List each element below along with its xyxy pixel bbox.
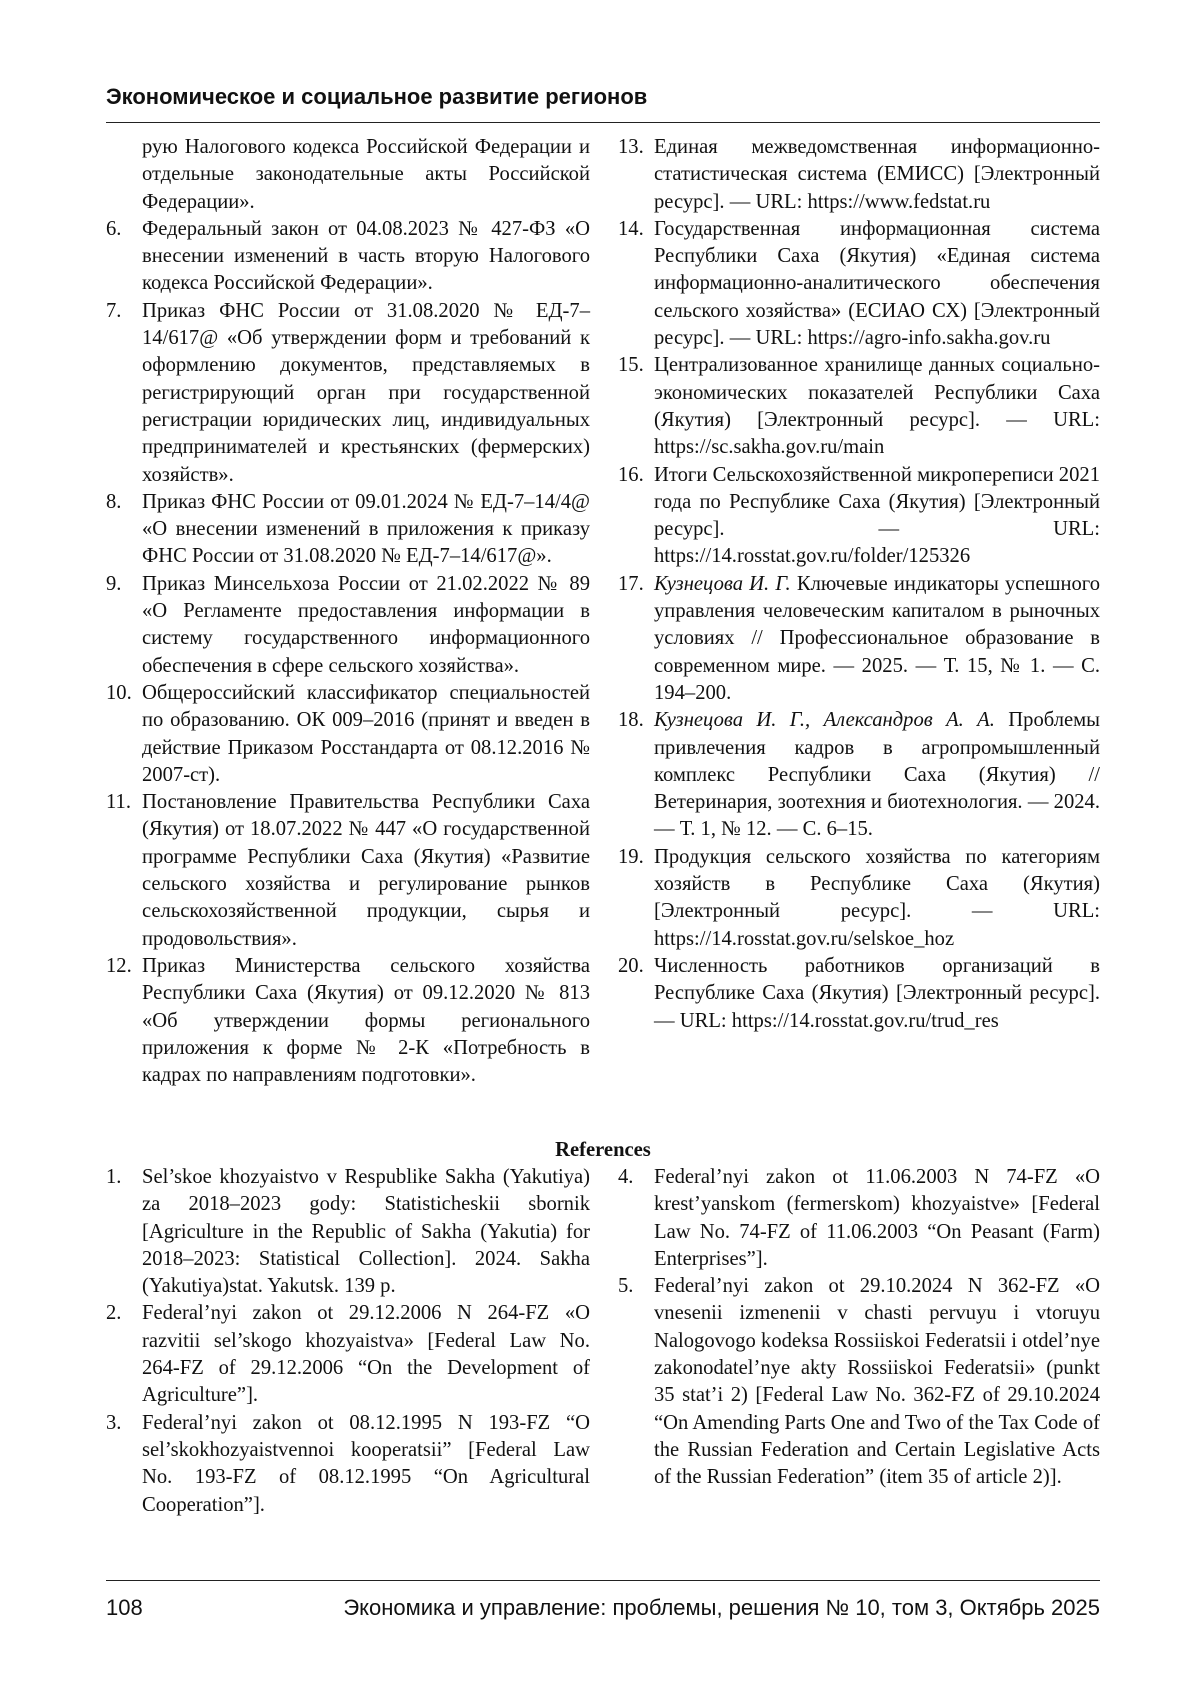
continued-reference: рую Налогового кодекса Российской Федерации и отдельные законодательные акты Российской Федерации». [142, 136, 590, 213]
reference-item [106, 1410, 590, 1519]
reference-item [618, 571, 1100, 707]
page-footer [106, 1580, 1100, 1631]
reference-item [106, 953, 590, 1089]
reference-item [618, 1273, 1100, 1491]
reference-number: 17. [618, 572, 644, 595]
references-left-column [106, 1164, 590, 1519]
references-right-column [618, 1164, 1100, 1492]
reference-text: Приказ ФНС России от 31.08.2020 № ЕД-7–14/617@ «Об утверждении форм и требований к оформлению документов, представляемых в регистрирующий орган при государственной регистрации юридических лиц, индивидуальных предпринимателей и крестьянских (фермерских) хозяйств». [142, 299, 590, 486]
reference-item [618, 134, 1100, 216]
reference-item [618, 462, 1100, 571]
reference-item [106, 489, 590, 571]
reference-item [618, 216, 1100, 352]
reference-item [618, 953, 1100, 1035]
reference-number: 3. [106, 1411, 122, 1434]
reference-number: 6. [106, 217, 122, 240]
reference-text: Приказ Министерства сельского хозяйства Республики Саха (Якутия) от 09.12.2020 № 813 «Об утверждении формы регионального приложения к форме № 2-К «Потребность в кадрах по направлениям подготовки». [142, 954, 590, 1087]
reference-text: Federal’nyi zakon ot 29.10.2024 N 362-FZ «O vnesenii izmenenii v chasti pervuyu i vtoruyu Nalogovogo kodeksa Rossiiskoi Federatsii i otdel’nye zakonodatel’nye akty Rossiiskoi Federatsii» (punkt 35 stat’i 2) [Federal Law No. 362-FZ of 29.10.2024 “On Amending Parts One and Two of the Tax Code of the Russian Federation and Certain Legislative Acts of the Russian Federation” (item 35 of article 2)]. [654, 1275, 1100, 1489]
reference-number: 18. [618, 709, 644, 732]
reference-number: 2. [106, 1302, 122, 1325]
running-header [106, 82, 1100, 123]
reference-text: Проблемы привлечения кадров в агропромышленный комплекс Республики Саха (Якутия) // Ветеринария, зоотехния и биотехнология. — 2024. — Т. 1, № 12. — С. 6–15. [654, 709, 1100, 841]
journal-title: Экономика и управление: проблемы, решения № 10, том 3, Октябрь 2025 [343, 1595, 1100, 1620]
reference-number: 11. [106, 791, 131, 814]
reference-number: 19. [618, 845, 644, 868]
reference-number: 8. [106, 490, 122, 513]
reference-number: 4. [618, 1166, 634, 1188]
reference-text: Sel’skoe khozyaistvo v Respublike Sakha (Yakutiya) za 2018–2023 gody: Statisticheskii sbornik [Agriculture in the Republic of Sakha (Yakutia) for 2018–2023: Statistical Collection]. 2024. Sakha (Yakutiya)stat. Yakutsk. 139 p. [142, 1166, 590, 1298]
reference-text: Федеральный закон от 04.08.2023 № 427-ФЗ «О внесении изменений в часть вторую Налогового кодекса Российской Федерации». [142, 217, 590, 295]
reference-item [618, 352, 1100, 461]
right-column [618, 134, 1100, 1035]
reference-number: 9. [106, 572, 122, 595]
reference-number: 16. [618, 463, 644, 486]
reference-item [106, 1300, 590, 1409]
reference-number: 14. [618, 217, 644, 240]
reference-text: Federal’nyi zakon ot 11.06.2003 N 74-FZ «O krest’yanskom (fermerskom) khozyaistve» [Federal Law No. 74-FZ of 11.06.2003 “On Peasant (Farm) Enterprises”]. [654, 1166, 1100, 1270]
left-column [106, 134, 590, 1089]
reference-item [106, 216, 590, 298]
reference-text: Постановление Правительства Республики Саха (Якутия) от 18.07.2022 № 447 «О государственной программе Республики Саха (Якутия) «Развитие сельского хозяйства и регулирование рынков сельскохозяйственной продукции, сырья и продовольствия». [142, 791, 590, 950]
references-heading: References [555, 1139, 651, 1161]
reference-number: 13. [618, 136, 644, 158]
reference-text: Численность работников организаций в Республике Саха (Якутия) [Электронный ресурс]. — URL: https://14.rosstat.gov.ru/trud_res [654, 954, 1100, 1032]
reference-text: Federal’nyi zakon ot 29.12.2006 N 264-FZ «O razvitii sel’skogo khozyaistva» [Federal Law No. 264-FZ of 29.12.2006 “On the Development of Agriculture”]. [142, 1302, 590, 1407]
reference-text: Централизованное хранилище данных социально-экономических показателей Республики Саха (Якутия) [Электронный ресурс]. — URL: https://sc.sakha.gov.ru/main [654, 354, 1100, 459]
reference-item [618, 1164, 1100, 1273]
page-number: 108 [106, 1595, 143, 1620]
reference-item [618, 707, 1100, 843]
reference-number: 20. [618, 954, 644, 977]
reference-text: Продукция сельского хозяйства по категориям хозяйств в Республике Саха (Якутия) [Электронный ресурс]. — URL: https://14.rosstat.gov.ru/selskoe_hoz [654, 845, 1100, 950]
reference-text: Итоги Сельскохозяйственной микропереписи 2021 года по Республике Саха (Якутия) [Электронный ресурс]. — URL: https://14.rosstat.gov.ru/folder/125326 [654, 463, 1100, 568]
reference-number: 10. [106, 681, 132, 704]
reference-text: Ключевые индикаторы успешного управления человеческим капиталом в рыночных условиях // Профессиональное образование в современном мире. — 2025. — Т. 15, № 1. — С. 194–200. [654, 572, 1100, 704]
reference-text: Federal’nyi zakon ot 08.12.1995 N 193-FZ “O sel’skokhozyaistvennoi kooperatsii” [Federal Law No. 193-FZ of 08.12.1995 “On Agricultural Cooperation”]. [142, 1411, 590, 1516]
reference-number: 15. [618, 354, 644, 377]
reference-item [106, 1164, 590, 1300]
reference-authors: Кузнецова И. Г., Александров А. А. [654, 709, 995, 732]
reference-item [106, 298, 590, 489]
reference-text: Приказ ФНС России от 09.01.2024 № ЕД-7–14/4@ «О внесении изменений в приложения к приказу ФНС России от 31.08.2020 № ЕД-7–14/617@». [142, 490, 590, 568]
reference-number: 7. [106, 299, 122, 322]
reference-number: 12. [106, 954, 132, 977]
reference-number: 5. [618, 1275, 634, 1298]
header-title: Экономическое и социальное развитие регионов [106, 84, 648, 109]
reference-item [618, 844, 1100, 953]
reference-item [106, 789, 590, 953]
reference-number: 1. [106, 1166, 122, 1188]
reference-item [106, 571, 590, 680]
reference-text: Единая межведомственная информационно-статистическая система (ЕМИСС) [Электронный ресурс]. — URL: https://www.fedstat.ru [654, 136, 1100, 213]
reference-item [106, 680, 590, 789]
reference-authors: Кузнецова И. Г. [654, 572, 791, 595]
reference-text: Приказ Минсельхоза России от 21.02.2022 № 89 «О Регламенте предоставления информации в систему государственного информационного обеспечения в сфере сельского хозяйства». [142, 572, 590, 677]
reference-text: Общероссийский классификатор специальностей по образованию. ОК 009–2016 (принят и введен в действие Приказом Росстандарта от 08.12.2016 № 2007-ст). [142, 681, 590, 786]
reference-text: Государственная информационная система Республики Саха (Якутия) «Единая система информационно-аналитического обеспечения сельского хозяйства» (ЕСИАО СХ) [Электронный ресурс]. — URL: https://agro-info.sakha.gov.ru [654, 217, 1100, 350]
